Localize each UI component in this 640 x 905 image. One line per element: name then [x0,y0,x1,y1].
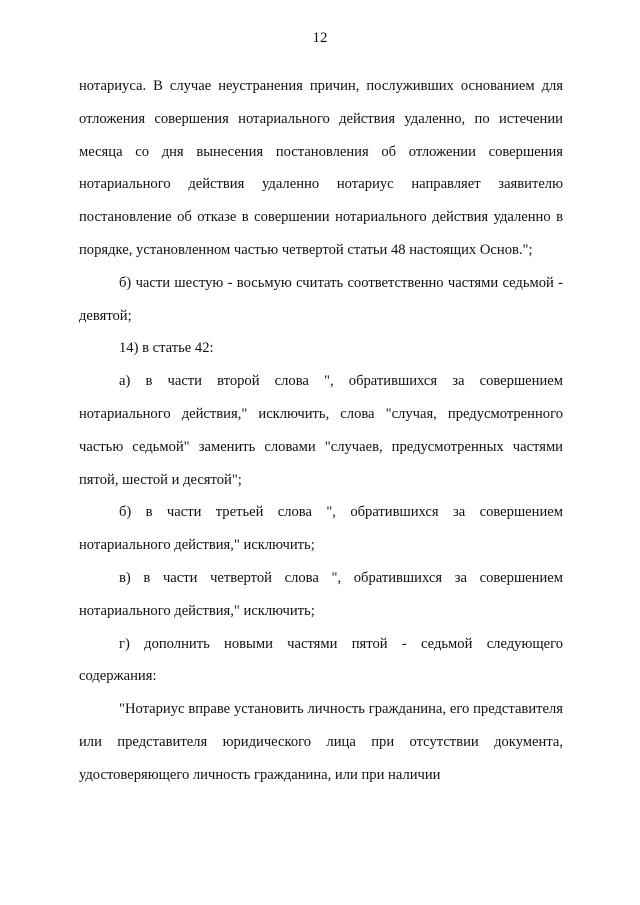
paragraph-item-14: 14) в статье 42: [119,340,214,357]
page-number: 12 [312,30,328,46]
paragraph-item-g: г) дополнить новыми частями пятой - седьмой следующего содержания: [79,635,563,685]
document-body [79,70,563,792]
paragraph-item-v: в) в части четвертой слова ", обратившихся за совершением нотариального действия," исключить; [79,569,563,619]
paragraph-item-b-renumber: б) части шестую - восьмую считать соответственно частями седьмой - девятой; [79,274,563,324]
paragraph-continuation: нотариуса. В случае неустранения причин, послуживших основанием для отложения совершения нотариального действия удаленно, по истечении месяца со дня вынесения постановления об отложении совершения нотариального действия удаленно нотариус направляет заявителю постановление об отказе в совершении нотариального действия удаленно в порядке, установленном частью четвертой статьи 48 настоящих Основ."; [79,78,563,258]
paragraph-quoted-text: "Нотариус вправе установить личность гражданина, его представителя или представителя юридического лица при отсутствии документа, удостоверяющего личность гражданина, или при наличии [79,701,563,783]
paragraph-item-b: б) в части третьей слова ", обратившихся за совершением нотариального действия," исключить; [79,504,563,554]
paragraph-item-a: а) в части второй слова ", обратившихся за совершением нотариального действия," исключить, слова "случая, предусмотренного частью седьмой" заменить словами "случаев, предусмотренных частями пятой, шестой и десятой"; [79,373,563,488]
